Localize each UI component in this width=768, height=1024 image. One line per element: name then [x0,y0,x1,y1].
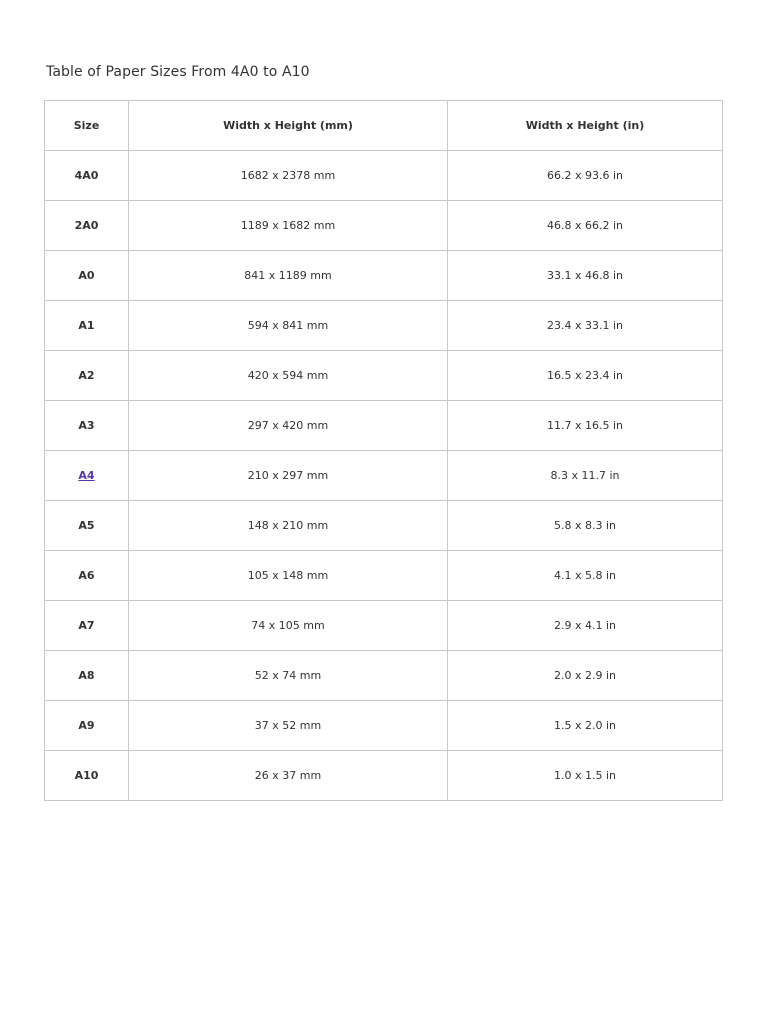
size-cell: A1 [45,301,129,351]
table-row [45,501,723,551]
table-header-row [45,101,723,151]
in-cell: 66.2 x 93.6 in [448,151,723,201]
table-row [45,351,723,401]
size-cell: A6 [45,551,129,601]
table-row [45,251,723,301]
table-row [45,651,723,701]
in-cell: 33.1 x 46.8 in [448,251,723,301]
mm-cell: 1189 x 1682 mm [129,201,448,251]
mm-cell: 210 x 297 mm [129,451,448,501]
a4-link[interactable]: A4 [78,469,95,482]
table-row [45,201,723,251]
size-cell: A9 [45,701,129,751]
size-cell: 4A0 [45,151,129,201]
mm-cell: 420 x 594 mm [129,351,448,401]
in-cell: 4.1 x 5.8 in [448,551,723,601]
mm-cell: 105 x 148 mm [129,551,448,601]
size-cell: A0 [45,251,129,301]
in-cell: 16.5 x 23.4 in [448,351,723,401]
table-row [45,301,723,351]
in-cell: 46.8 x 66.2 in [448,201,723,251]
size-cell: A5 [45,501,129,551]
table-row [45,151,723,201]
mm-cell: 26 x 37 mm [129,751,448,801]
size-cell [45,451,129,501]
header-width-height-in: Width x Height (in) [448,101,723,151]
in-cell: 11.7 x 16.5 in [448,401,723,451]
mm-cell: 52 x 74 mm [129,651,448,701]
mm-cell: 297 x 420 mm [129,401,448,451]
in-cell: 2.9 x 4.1 in [448,601,723,651]
table-row [45,751,723,801]
page-title: Table of Paper Sizes From 4A0 to A10 [46,64,310,80]
in-cell: 1.0 x 1.5 in [448,751,723,801]
size-cell: 2A0 [45,201,129,251]
mm-cell: 1682 x 2378 mm [129,151,448,201]
mm-cell: 74 x 105 mm [129,601,448,651]
mm-cell: 594 x 841 mm [129,301,448,351]
in-cell: 8.3 x 11.7 in [448,451,723,501]
in-cell: 2.0 x 2.9 in [448,651,723,701]
size-cell: A8 [45,651,129,701]
mm-cell: 841 x 1189 mm [129,251,448,301]
in-cell: 1.5 x 2.0 in [448,701,723,751]
mm-cell: 37 x 52 mm [129,701,448,751]
table-row [45,701,723,751]
size-cell: A3 [45,401,129,451]
header-size: Size [45,101,129,151]
table-row [45,451,723,501]
size-cell: A2 [45,351,129,401]
size-cell: A10 [45,751,129,801]
table-row [45,401,723,451]
in-cell: 5.8 x 8.3 in [448,501,723,551]
table-row [45,601,723,651]
table-row [45,551,723,601]
mm-cell: 148 x 210 mm [129,501,448,551]
size-cell: A7 [45,601,129,651]
paper-sizes-table [44,100,723,801]
in-cell: 23.4 x 33.1 in [448,301,723,351]
header-width-height-mm: Width x Height (mm) [129,101,448,151]
